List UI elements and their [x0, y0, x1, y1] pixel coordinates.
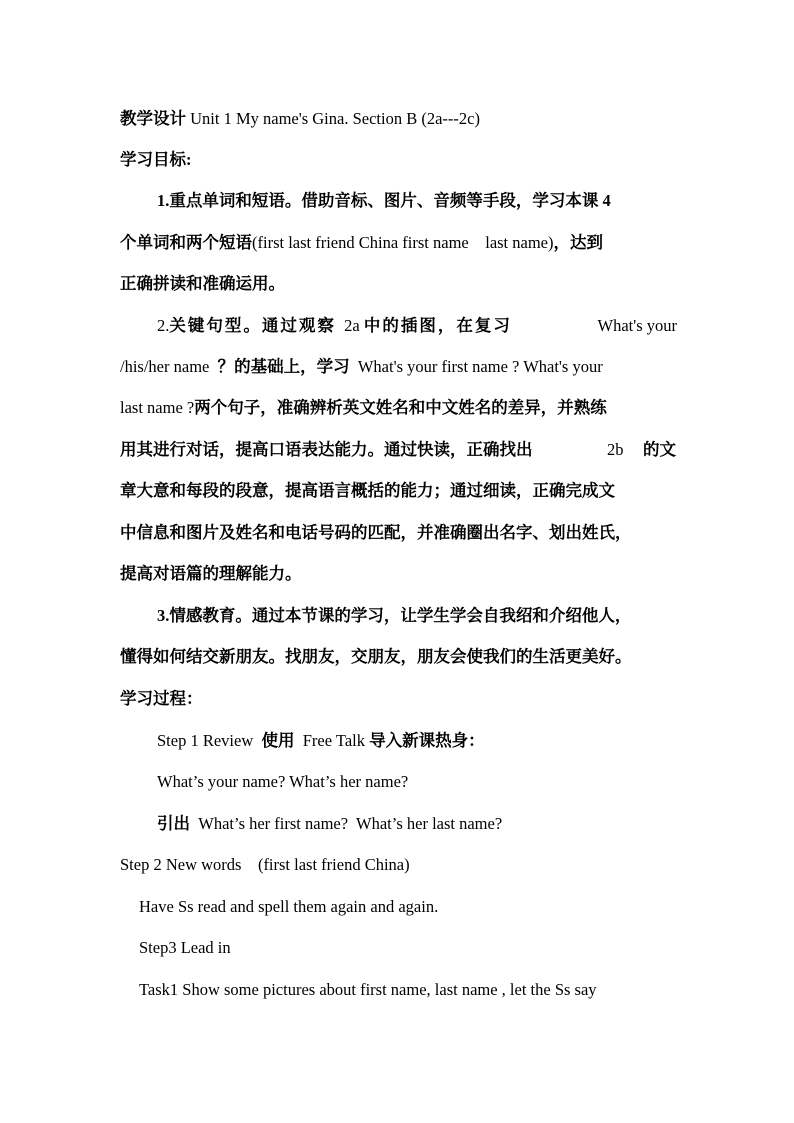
step-2-body: Have Ss read and spell them again and again.: [139, 897, 439, 916]
step-2-heading: Step 2 New words (first last friend China): [120, 855, 410, 874]
goal-2-line-4: 用其进行对话，提高口语表达能力。通过快读，正确找出 2b 的文: [120, 440, 676, 459]
goal-3-line-2: 懂得如何结交新朋友。找朋友，交朋友，朋友会使我们的生活更美好。: [120, 647, 632, 666]
step-1-lead: 引出 What’s her first name? What’s her last name?: [157, 814, 503, 833]
goal-1-line-2: 个单词和两个短语(first last friend China first name last name)，达到: [120, 233, 603, 252]
goal-2-line-6: 中信息和图片及姓名和电话号码的匹配，并准确圈出名字、划出姓氏，: [120, 523, 632, 542]
goal-1-line-3: 正确拼读和准确运用。: [120, 274, 285, 293]
process-heading: 学习过程：: [120, 689, 203, 708]
goal-3-line-1: 3.情感教育。通过本节课的学习，让学生学会自我绍和介绍他人，: [157, 606, 632, 625]
step-1-line: Step 1 Review 使用 Free Talk 导入新课热身：: [157, 731, 485, 750]
document-title: 教学设计 Unit 1 My name's Gina. Section B (2a---2c): [120, 109, 480, 128]
goals-heading: 学习目标:: [120, 150, 192, 169]
step-3-task: Task1 Show some pictures about first name, last name , let the Ss say: [139, 980, 597, 999]
step-3-heading: Step3 Lead in: [139, 938, 231, 957]
step-1-question: What’s your name? What’s her name?: [157, 772, 409, 791]
goal-1-line-1: 1.重点单词和短语。借助音标、图片、音频等手段，学习本课 4: [157, 191, 611, 210]
goal-2-line-1: 2.关键句型。通过观察 2a 中的插图，在复习 What's your: [157, 316, 677, 335]
goal-2-line-3: last name ?两个句子，准确辨析英文姓名和中文姓名的差异，并熟练: [120, 398, 607, 417]
goal-2-line-2: /his/her name ？的基础上，学习 What's your first name ? What's your: [120, 357, 603, 376]
goal-2-line-5: 章大意和每段的段意，提高语言概括的能力；通过细读，正确完成文: [120, 481, 615, 500]
goal-2-line-7: 提高对语篇的理解能力。: [120, 564, 302, 583]
